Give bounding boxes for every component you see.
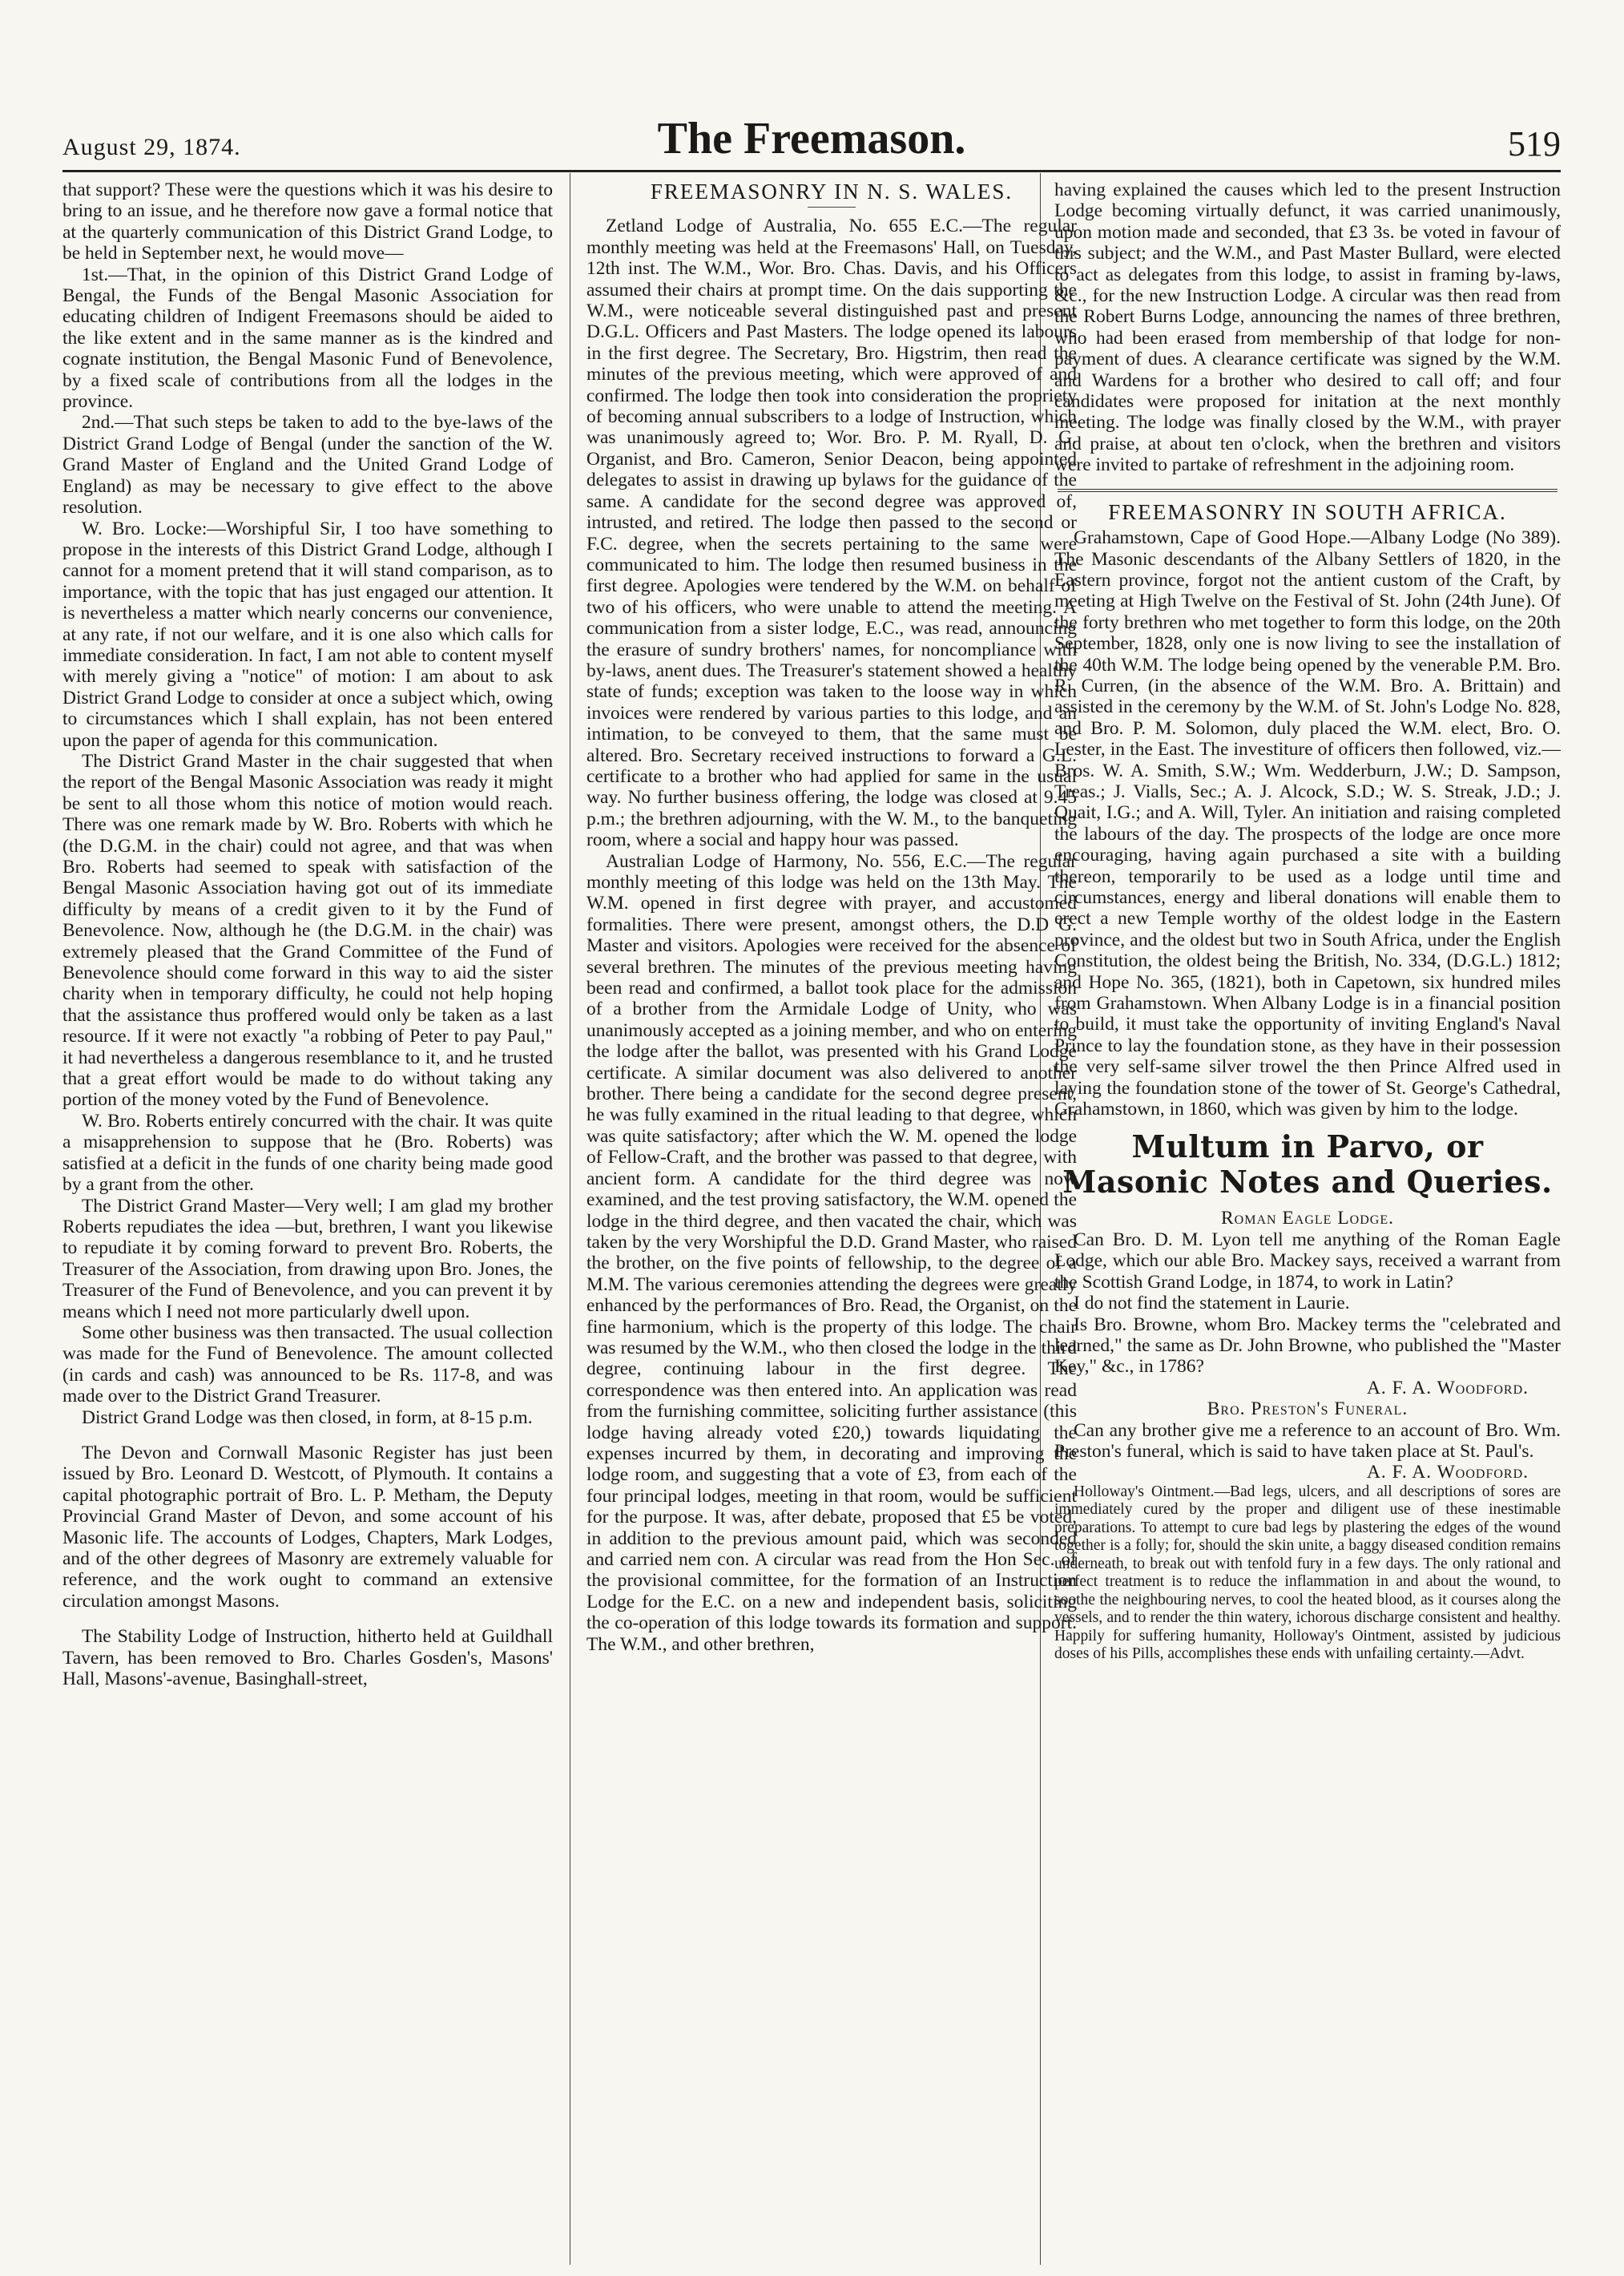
column-2 bbox=[586, 180, 1077, 2263]
column-1 bbox=[62, 180, 553, 2263]
heading-rule bbox=[808, 207, 856, 208]
subheading: Bro. Preston's Funeral. bbox=[1207, 1398, 1408, 1420]
paragraph: The District Grand Master—Very well; I am glad my brother Roberts repudiates the idea —but, brethren, I want you likewise to repudiate it by coming forward to prevent Bro. Roberts, the Treasurer of the Association, from drawing upon Bro. Jones, the Treasurer of the Fund of Benevolence, and you can prevent it by means which I need not more particularly dwell upon. bbox=[62, 1195, 553, 1322]
section-heading-gothic: Multum in Parvo, or Masonic Notes and Queries. bbox=[1062, 1128, 1553, 1201]
paragraph: Can any brother give me a reference to an account of Bro. Wm. Preston's funeral, which is said to have taken place at St. Paul's. bbox=[1054, 1419, 1561, 1462]
advertisement: Holloway's Ointment.—Bad legs, ulcers, and all descriptions of sores are immediately cured by the proper and diligent use of these inestimable preparations. To attempt to cure bad legs by plastering the edges of the wound together is a folly; for, should the skin unite, a baggy diseased condition remains underneath, to break out with tenfold fury in a few days. The only rational and perfect treatment is to reduce the inflammation in and about the wound, to soothe the neighbouring nerves, to cool the heated blood, as it courses along the vessels, and to render the thin watery, ichorous discharge consistent and healthy. Happily for suffering humanity, Holloway's Ointment, assisted by judicious doses of his Pills, accomplishes these ends with unfailing certainty.—Advt. bbox=[1054, 1483, 1561, 1663]
newspaper-title: The Freemason. bbox=[657, 114, 966, 163]
header-rule bbox=[62, 170, 1561, 172]
masthead bbox=[62, 116, 1561, 164]
signature: A. F. A. Woodford. bbox=[1366, 1377, 1529, 1398]
paragraph: W. Bro. Locke:—Worshipful Sir, I too have something to propose in the interests of this District Grand Lodge, although I cannot for a moment pretend that it will stand comparison, as to importance, with the topic that has just engaged our attention. It is nevertheless a matter which nearly concerns our convenience, at any rate, if not our welfare, and it is one also which calls for immediate consideration. In fact, I am not able to content myself with merely giving a "notice" of motion: I am about to ask District Grand Lodge to consider at once a subject which, owing to circumstances which I shall explain, has not been entered upon the paper of agenda for this communication. bbox=[62, 518, 553, 751]
paragraph: Grahamstown, Cape of Good Hope.—Albany Lodge (No 389). The Masonic descendants of the Albany Settlers of 1820, in the Eastern province, forgot not the antient custom of the Craft, by meeting at High Twelve on the Festival of St. John (24th June). Of the forty brethren who met together to form this lodge, on the 20th September, 1828, only one is now living to see the installation of the 40th W.M. The lodge being opened by the venerable P.M. Bro. R. Curren, (in the absence of the W.M. Bro. A. Brittain) and assisted in the ceremony by the W.M. of St. John's Lodge No. 828, and Bro. P. M. Solomon, duly placed the W.M. elect, Bro. O. Lester, in the East. The investiture of officers then followed, viz.—Bros. W. A. Smith, S.W.; Wm. Wedderburn, J.W.; D. Sampson, Treas.; J. Vialls, Sec.; A. J. Alcock, S.D.; W. S. Streak, J.D.; J. Quait, I.G.; and A. Will, Tyler. An initiation and raising completed the labours of the day. The prospects of the lodge are once more encouraging, having again purchased a site with a building thereon, temporarily to be used as a lodge until time and circumstances, energy and liberal donations will enable them to erect a new Temple worthy of the oldest lodge in the Eastern province, and the oldest but two in South Africa, under the English Constitution, the oldest being the British, No. 334, (D.G.L.) 1812; and Hope No. 365, (1821), both in Capetown, six hundred miles from Grahamstown. When Albany Lodge is in a financial position to build, it must take the opportunity of inviting England's Naval Prince to lay the foundation stone, as they have in their possession the very self-same silver trowel the then Prince Alfred used in laying the foundation stone of the tower of St. George's Cathedral, Grahamstown, in 1860, which was given by him to the lodge. bbox=[1054, 527, 1561, 1120]
paragraph: Is Bro. Browne, whom Bro. Mackey terms the "celebrated and learned," the same as Dr. John Browne, who published the "Master Key," &c., in 1786? bbox=[1054, 1314, 1561, 1378]
paragraph: 1st.—That, in the opinion of this District Grand Lodge of Bengal, the Funds of the Bengal Masonic Association for educating children of Indigent Freemasons should be aided to the like extent and in the same manner as is the kindred and cognate institution, the Bengal Masonic Fund of Benevolence, by a fixed scale of contributions from all the lodges in the province. bbox=[62, 264, 553, 413]
paragraph: I do not find the statement in Laurie. bbox=[1074, 1293, 1350, 1314]
page-number: 519 bbox=[1508, 124, 1561, 163]
paragraph: having explained the causes which led to the present Instruction Lodge becoming virtually defunct, it was carried unanimously, upon motion made and seconded, that £3 3s. be voted in favour of this subject; and the W.M., and Past Master Bullard, were elected to act as delegates from this lodge, to assist in framing by-laws, &c., for the new Instruction Lodge. A circular was then read from the Robert Burns Lodge, announcing the names of three brethren, who had been erased from membership of that lodge for non-payment of dues. A clearance certificate was signed by the W.M. and Wardens for a brother who desired to call off; and four candidates were proposed for initation at the next monthly meeting. The lodge was finally closed by the W.M., with prayer and praise, at about ten o'clock, when the brethren and visitors were invited to partake of refreshment in the adjoining room. bbox=[1054, 180, 1561, 476]
paragraph: Can Bro. D. M. Lyon tell me anything of the Roman Eagle Lodge, which our able Bro. Mackey says, received a warrant from the Scottish Grand Lodge, in 1874, to work in Latin? bbox=[1054, 1229, 1561, 1293]
paragraph: District Grand Lodge was then closed, in form, at 8-15 p.m. bbox=[82, 1406, 533, 1428]
paragraph: that support? These were the questions which it was his desire to bring to an issue, and he therefore now gave a formal notice that at the quarterly communication of this District Grand Lodge, to be held in September next, he would move— bbox=[62, 180, 553, 264]
paragraph: 2nd.—That such steps be taken to add to the bye-laws of the District Grand Lodge of Bengal (under the sanction of the W. Grand Master of England and the United Grand Lodge of England) as may be necessary to give effect to the above resolution. bbox=[62, 412, 553, 519]
section-rule bbox=[1058, 489, 1558, 492]
column-3 bbox=[1054, 180, 1561, 2263]
paragraph: Zetland Lodge of Australia, No. 655 E.C.—The regular monthly meeting was held at the Freemasons' Hall, on Tuesday, 12th inst. The W.M., Wor. Bro. Chas. Davis, and his Officers assumed their chairs at prompt time. On the dais supporting the W.M., were noticeable several distinguished past and present D.G.L. Officers and Past Masters. The lodge opened its labours in the first degree. The Secretary, Bro. Higstrim, then read the minutes of the previous meeting, which were approved of and confirmed. The lodge then took into consideration the propriety of becoming annual subscribers to a lodge of Instruction, which was unanimously agreed to; Wor. Bro. P. M. Ryall, D. G. Organist, and Bro. Cameron, Senior Deacon, being appointed delegates to assist in drawing up bylaws for the guidance of the same. A candidate for the second degree was approved of, intrusted, and retired. The lodge then passed to the second or F.C. degree, when the secrets pertaining to the same were communicated to him. The lodge then resumed business in the first degree. Apologies were tendered by the W.M. on behalf of two of his officers, who were unable to attend the meeting. A communication from a sister lodge, E.C., was read, announcing the erasure of sundry brothers' names, for noncompliance with by-laws, anent dues. The Treasurer's statement showed a healthy state of funds; exception was taken to the loose way in which invoices were rendered by various parties to this lodge, and an intimation, to be conveyed to them, that the same must be altered. Bro. Secretary received instructions to forward a G.L. certificate to a brother who had applied for same in the usual way. No further business offering, the lodge was closed at 9.45 p.m.; the brethren adjourning, with the W. M., to the banqueting room, where a social and happy hour was passed. bbox=[586, 216, 1077, 851]
paragraph: The Devon and Cornwall Masonic Register has just been issued by Bro. Leonard D. Westcott, of Plymouth. It contains a capital photographic portrait of Bro. L. P. Metham, the Deputy Provincial Grand Master of Devon, and some account of his Masonic life. The accounts of Lodges, Chapters, Mark Lodges, and of the other degrees of Masonry are extremely valuable for reference, and the work ought to command an extensive circulation amongst Masons. bbox=[62, 1442, 553, 1612]
paragraph: W. Bro. Roberts entirely concurred with the chair. It was quite a misapprehension to suppose that he (Bro. Roberts) was satisfied at a deficit in the funds of one charity being made good by a grant from the other. bbox=[62, 1110, 553, 1196]
subheading: Roman Eagle Lodge. bbox=[1221, 1208, 1394, 1229]
paragraph: The Stability Lodge of Instruction, hitherto held at Guildhall Tavern, has been removed to Bro. Charles Gosden's, Masons' Hall, Masons'-avenue, Basinghall-street, bbox=[62, 1626, 553, 1690]
issue-date: August 29, 1874. bbox=[62, 134, 241, 160]
paragraph: Australian Lodge of Harmony, No. 556, E.C.—The regular monthly meeting of this lodge was held on the 13th May. The W.M. opened in first degree with prayer, and accustomed formalities. There were present, amongst others, the D.D G. Master and visitors. Apologies were received for the absence of several brethren. The minutes of the previous meeting having been read and confirmed, a ballot took place for the admission of a brother from the Armidale Lodge of Unity, who was unanimously accepted as a joining member, and who on entering the lodge after the ballot, was presented with his Grand Lodge certificate. A similar document was also delivered to another brother. There being a candidate for the second degree present, he was fully examined in the ritual leading to that degree, which was quite satisfactory; after which the W. M. opened the lodge of Fellow-Craft, and the brother was passed to that degree, with ancient form. A candidate for the third degree was now examined, and the test proving satisfactory, the W.M. opened the lodge in the third degree, and then vacated the chair, which was taken by the very Worshipful the D.D. Grand Master, who raised the brother, on the five points of fellowship, to the degree of a M.M. The various ceremonies attending the degrees were greatly enhanced by the performances of Bro. Read, the Organist, on the fine harmonium, which is the property of this lodge. The chair was resumed by the W.M., who then closed the lodge in the third degree, continuing labour in the first degree. The correspondence was then entered into. An application was read from the furnishing committee, soliciting further assistance (this lodge having already voted £20,) towards liquidating the expenses incurred by them, in decorating and improving the lodge room, and suggesting that a vote of £3, from each of the four principal lodges, meeting in that room, would be sufficient for the purpose. It was, after debate, proposed that £5 be voted, in addition to the previous amount paid, which was seconded and carried nem con. A circular was read from the Hon Sec. of the provisional committee, for the formation of an Instruction Lodge for the E.C. on a new and independent basis, soliciting the co-operation of this lodge towards its formation and support. The W.M., and other brethren, bbox=[586, 850, 1077, 1655]
section-heading: FREEMASONRY IN N. S. WALES. bbox=[650, 180, 1013, 204]
paragraph: Some other business was then transacted. The usual collection was made for the Fund of Benevolence. The amount collected (in cards and cash) was announced to be Rs. 117-8, and was made over to the District Grand Treasurer. bbox=[62, 1322, 553, 1407]
paragraph: The District Grand Master in the chair suggested that when the report of the Bengal Masonic Association was ready it might be sent to all those whom this notice of motion would reach. There was one remark made by W. Bro. Roberts with which he (the D.G.M. in the chair) could not agree, and that was when Bro. Roberts had seemed to speak with satisfaction of the Bengal Masonic Association having got out of its immediate difficulty by means of a credit given to it by the Fund of Benevolence. Now, although he (the D.G.M. in the chair) was extremely pleased that the Grand Committee of the Fund of Benevolence should come forward in this way to aid the sister charity when in temporary difficulty, he could not help hoping that the assistance thus proffered would only be taken as a last resource. If it were not exactly "a robbing of Peter to pay Paul," it had nevertheless a dangerous resemblance to it, and he trusted that a great effort would be made to do without taking any portion of the money voted by the Fund of Benevolence. bbox=[62, 750, 553, 1111]
section-heading: FREEMASONRY IN SOUTH AFRICA. bbox=[1108, 499, 1507, 524]
signature: A. F. A. Woodford. bbox=[1366, 1462, 1529, 1483]
